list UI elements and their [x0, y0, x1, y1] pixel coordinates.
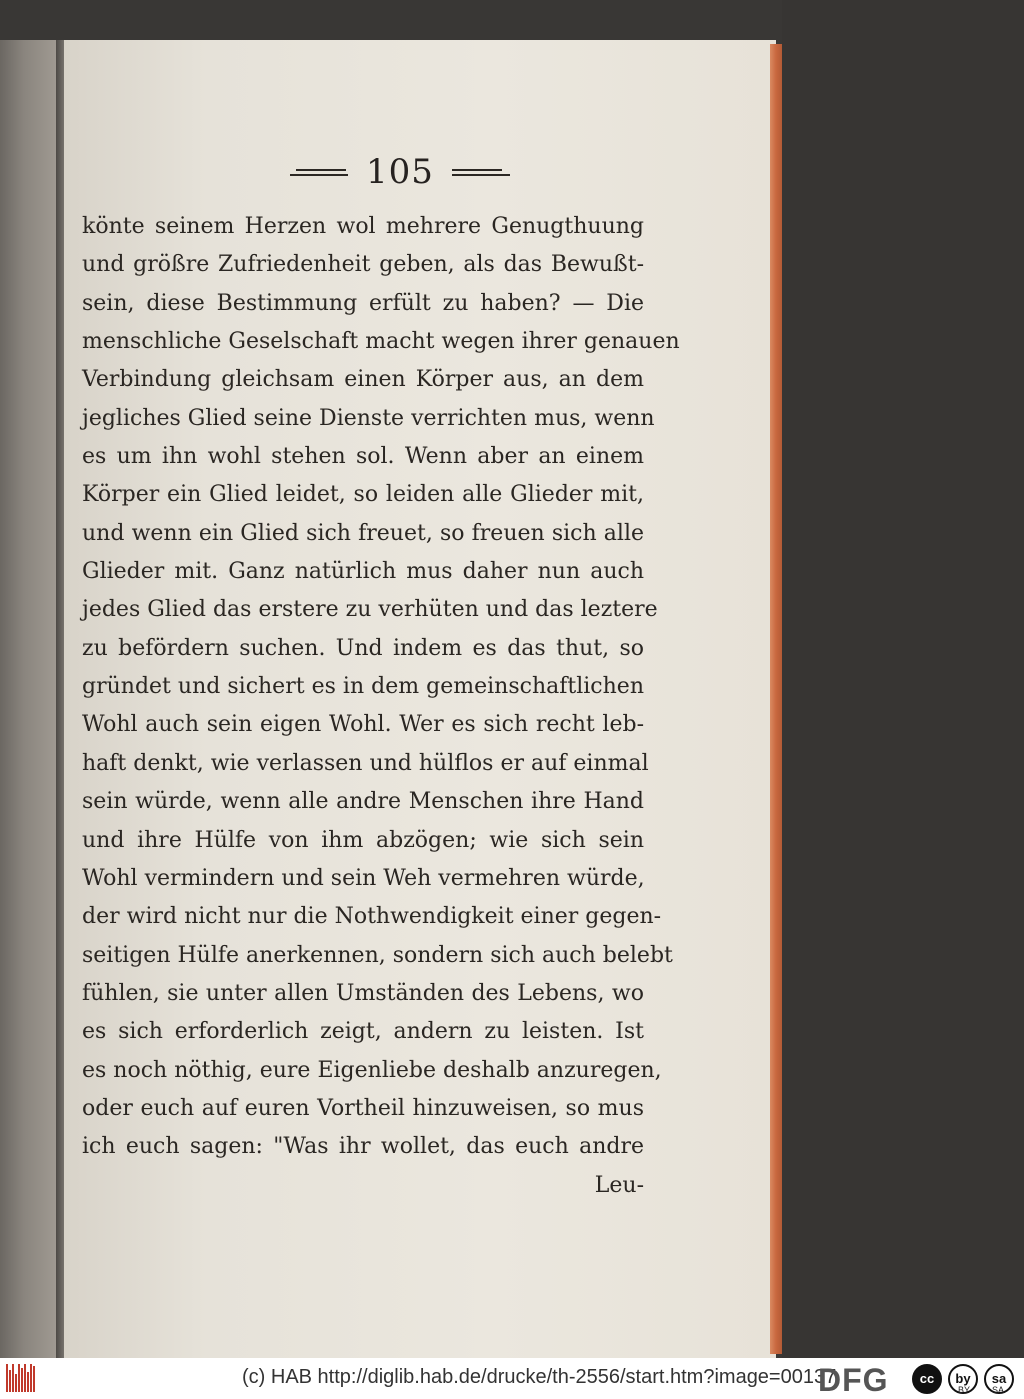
license-labels — [958, 1385, 1004, 1395]
catchword: Leu- — [594, 1172, 644, 1198]
body-text — [82, 208, 680, 1205]
text-line: jegliches Glied seine Dienste verrichten mus, wenn — [82, 405, 655, 431]
background-right — [782, 0, 1024, 1358]
page-header — [200, 150, 600, 194]
text-line: Körper ein Glied leidet, so leiden alle Glieder mit, — [82, 482, 644, 508]
text-line: menschliche Geselschaft macht wegen ihrer genauen — [82, 329, 680, 355]
sa-icon: sa — [984, 1364, 1014, 1394]
text-line: seitigen Hülfe anerkennen, sondern sich auch belebt — [82, 942, 673, 968]
text-line: jedes Glied das erstere zu verhüten und das leztere — [82, 597, 658, 623]
text-line: fühlen, sie unter allen Umständen des Lebens, wo — [82, 980, 644, 1006]
dfg-logo: DFG — [818, 1362, 889, 1398]
text-line: zu befördern suchen. Und indem es das thut, so — [82, 635, 644, 661]
by-icon: by — [948, 1364, 978, 1394]
cc-icon: cc — [912, 1364, 942, 1394]
text-line: und ihre Hülfe von ihm abzögen; wie sich sein — [82, 827, 644, 853]
text-line: und wenn ein Glied sich freuet, so freuen sich alle — [82, 520, 644, 546]
text-line: oder euch auf euren Vortheil hinzuweisen, so mus — [82, 1095, 644, 1121]
copyright-link[interactable]: (c) HAB http://diglib.hab.de/drucke/th-2556/start.htm?image=00137 — [242, 1366, 837, 1388]
text-line: und größre Zufriedenheit geben, als das Bewußt- — [82, 252, 644, 278]
text-line: könte seinem Herzen wol mehrere Genugthuung — [82, 214, 644, 239]
text-line: sein würde, wenn alle andre Menschen ihre Hand — [82, 789, 644, 815]
text-line: haft denkt, wie verlassen und hülflos er auf einmal — [82, 750, 649, 776]
page-number: 105 — [366, 152, 434, 192]
header-ornament-right — [452, 169, 510, 176]
text-line: es um ihn wohl stehen sol. Wenn aber an einem — [82, 444, 644, 470]
header-ornament-left — [290, 169, 348, 176]
sa-label: SA — [992, 1385, 1005, 1395]
text-line: ich euch sagen: "Was ihr wollet, das euch andre — [82, 1134, 644, 1160]
red-page-edges — [770, 44, 782, 1354]
text-line: der wird nicht nur die Nothwendigkeit einer gegen- — [82, 904, 662, 930]
barcode-icon — [6, 1364, 38, 1394]
text-line: Verbindung gleichsam einen Körper aus, an dem — [82, 367, 644, 393]
footer-bar — [0, 1358, 1024, 1399]
text-line: Wohl vermindern und sein Weh vermehren würde, — [82, 865, 645, 891]
text-line: sein, diese Bestimmung erfült zu haben? — Die — [82, 290, 644, 316]
text-line: es sich erforderlich zeigt, andern zu leisten. Ist — [82, 1019, 644, 1045]
by-label: BY — [958, 1385, 971, 1395]
text-line: gründet und sichert es in dem gemeinschaftlichen — [82, 674, 644, 700]
text-line: es noch nöthig, eure Eigenliebe deshalb anzuregen, — [82, 1057, 662, 1083]
text-line: Wohl auch sein eigen Wohl. Wer es sich recht leb- — [82, 712, 644, 738]
facing-page-edge — [0, 40, 60, 1358]
text-line: Glieder mit. Ganz natürlich mus daher nun auch — [82, 559, 644, 585]
